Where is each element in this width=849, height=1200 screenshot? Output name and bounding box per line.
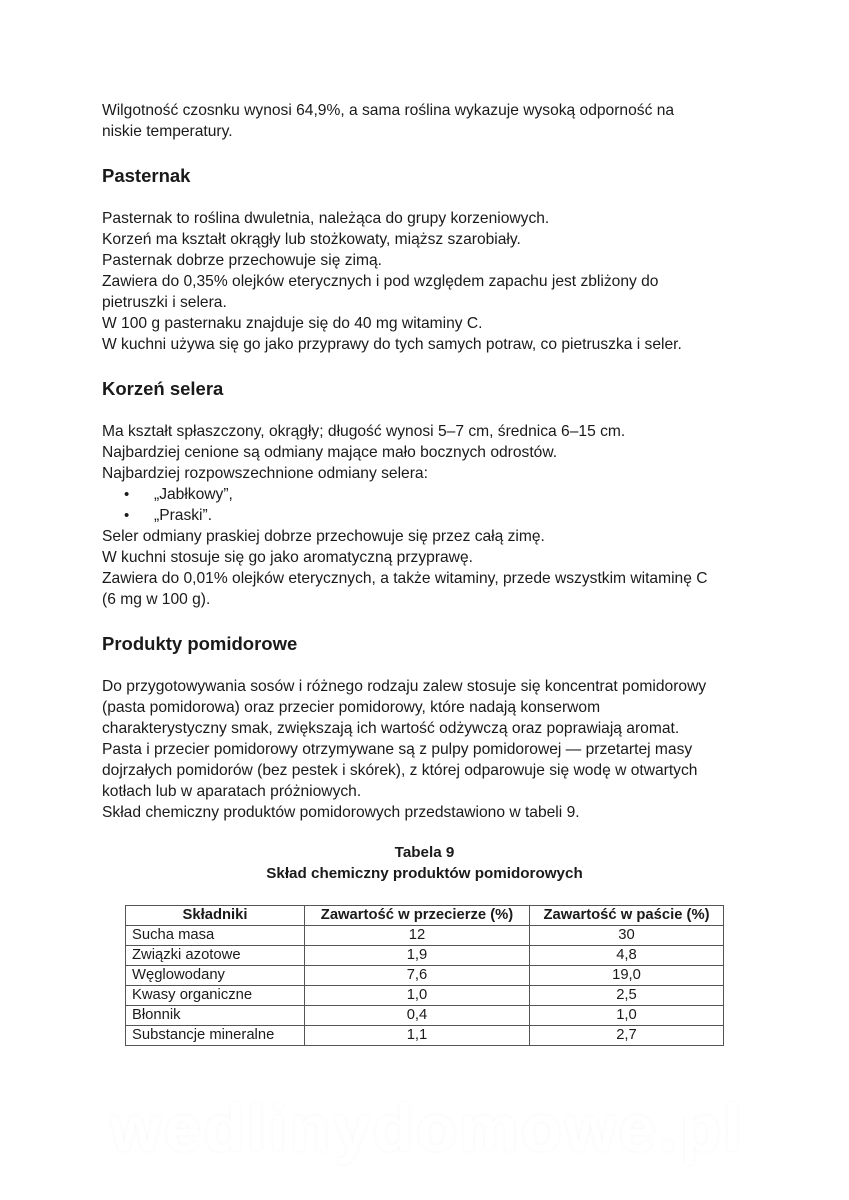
table-cell: 1,0 [305,986,530,1006]
table-cell: 12 [305,926,530,946]
paragraph-line: W 100 g pasternaku znajduje się do 40 mg witaminy C. [102,315,483,332]
paragraph-line: W kuchni używa się go jako przyprawy do tych samych potraw, co pietruszka i seler. [102,336,682,353]
table-row [126,1026,724,1046]
table-cell: Węglowodany [126,966,305,986]
table-cell: 1,0 [530,1006,724,1026]
document-body [102,100,742,823]
variety-list [102,484,742,526]
paragraph-line: Korzeń ma kształt okrągły lub stożkowaty, miąższ szarobiały. [102,231,521,248]
table-header-row [126,906,724,926]
table-cell: 2,7 [530,1026,724,1046]
composition-table [125,905,724,1046]
table-cell: Sucha masa [126,926,305,946]
section-heading-pasternak: Pasternak [102,165,191,186]
paragraph-line: Najbardziej rozpowszechnione odmiany selera: [102,465,428,482]
table-row [126,1006,724,1026]
paragraph-line: W kuchni stosuje się go jako aromatyczną przyprawę. [102,549,473,566]
table-cell: 7,6 [305,966,530,986]
table-cell: Związki azotowe [126,946,305,966]
paragraph-line: Do przygotowywania sosów i różnego rodzaju zalew stosuje się koncentrat pomidorowy [102,678,707,695]
table-row [126,966,724,986]
list-item: • „Praski”. [102,505,742,526]
paragraph-line: pietruszki i selera. [102,294,227,311]
list-item: • „Jabłkowy”, [102,484,742,505]
paragraph-line: Najbardziej cenione są odmiany mające mało bocznych odrostów. [102,444,558,461]
paragraph-line: Zawiera do 0,01% olejków eterycznych, a także witaminy, przede wszystkim witaminę C [102,570,708,587]
table-cell: Substancje mineralne [126,1026,305,1046]
table-cell: Kwasy organiczne [126,986,305,1006]
intro-line: niskie temperatury. [102,123,233,140]
column-header: Składniki [126,906,305,926]
paragraph-line: charakterystyczny smak, zwiększają ich wartość odżywczą oraz poprawiają aromat. [102,720,680,737]
table-row [126,926,724,946]
paragraph-line: Pasternak dobrze przechowuje się zimą. [102,252,382,269]
table-caption [125,842,724,884]
paragraph-line: Ma kształt spłaszczony, okrągły; długość wynosi 5–7 cm, średnica 6–15 cm. [102,423,626,440]
watermark-text: wedlinydomowe.pl [110,1091,745,1165]
intro-line: Wilgotność czosnku wynosi 64,9%, a sama roślina wykazuje wysoką odporność na [102,102,675,119]
table-cell: 0,4 [305,1006,530,1026]
paragraph-line: Zawiera do 0,35% olejków eterycznych i pod względem zapachu jest zbliżony do [102,273,659,290]
paragraph-line: (6 mg w 100 g). [102,591,211,608]
column-header: Zawartość w paście (%) [530,906,724,926]
table-cell: 2,5 [530,986,724,1006]
table-row [126,946,724,966]
paragraph-line: Seler odmiany praskiej dobrze przechowuje się przez całą zimę. [102,528,545,545]
table-row [126,986,724,1006]
paragraph-line: dojrzałych pomidorów (bez pestek i skórek), z której odparowuje się wodę w otwartych [102,762,698,779]
paragraph-line: (pasta pomidorowa) oraz przecier pomidorowy, które nadają konserwom [102,699,601,716]
paragraph-line: Skład chemiczny produktów pomidorowych przedstawiono w tabeli 9. [102,804,580,821]
section-heading-seler: Korzeń selera [102,378,224,399]
table-title: Skład chemiczny produktów pomidorowych [266,865,583,882]
table-cell: 1,9 [305,946,530,966]
column-header: Zawartość w przecierze (%) [305,906,530,926]
paragraph-line: Pasternak to roślina dwuletnia, należąca do grupy korzeniowych. [102,210,550,227]
table-cell: 30 [530,926,724,946]
table-label: Tabela 9 [394,844,455,861]
paragraph-line: kotłach lub w aparatach próżniowych. [102,783,362,800]
table-cell: 19,0 [530,966,724,986]
section-heading-pomidorowe: Produkty pomidorowe [102,633,298,654]
table-cell: 1,1 [305,1026,530,1046]
paragraph-line: Pasta i przecier pomidorowy otrzymywane są z pulpy pomidorowej — przetartej masy [102,741,693,758]
table-cell: Błonnik [126,1006,305,1026]
table-cell: 4,8 [530,946,724,966]
